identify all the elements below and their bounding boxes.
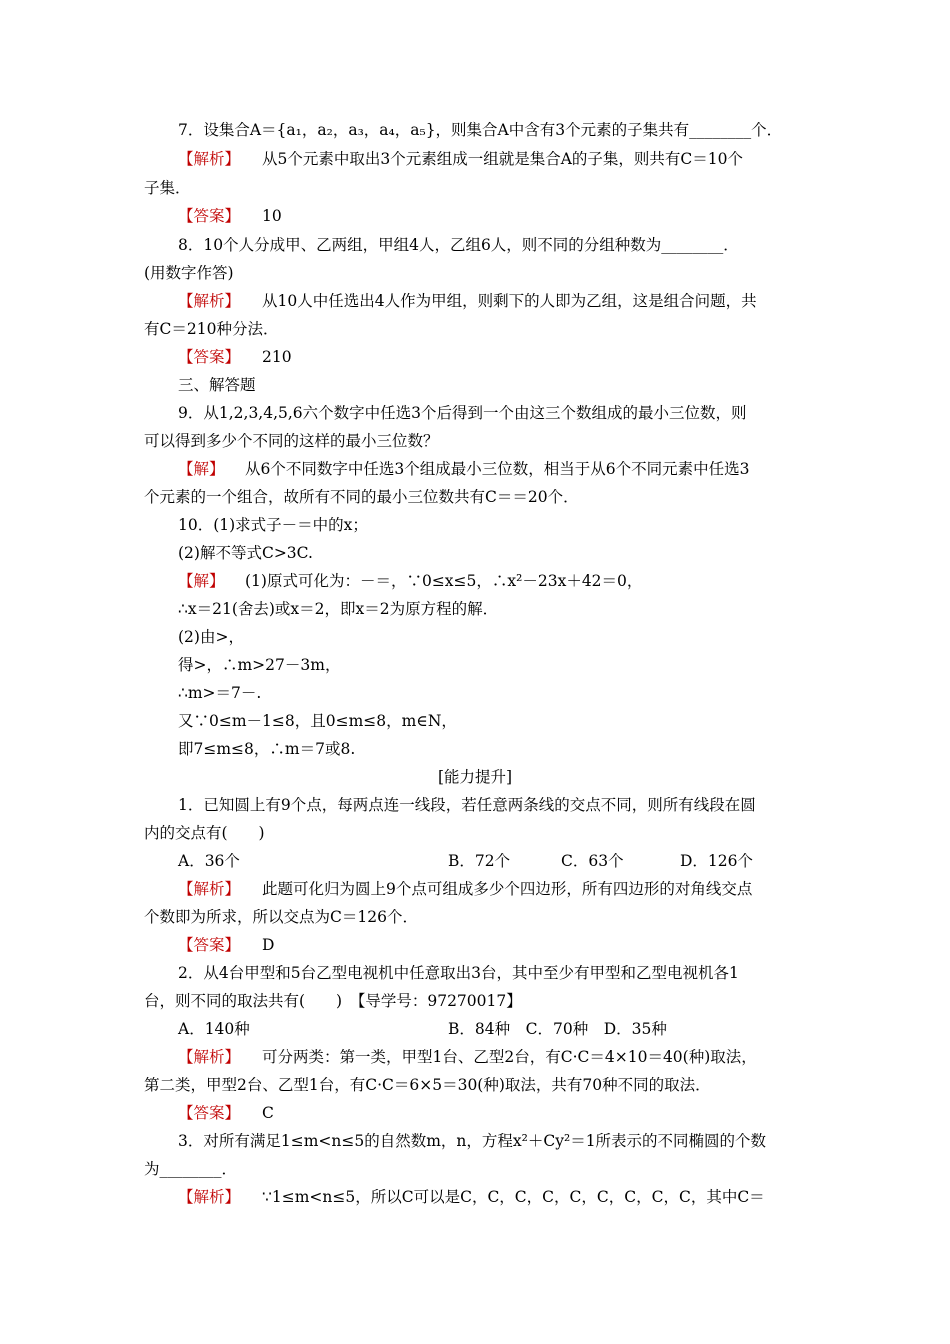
analysis-text: ∵1≤m<n≤5，所以C可以是C，C，C，C，C，C，C，C，C，其中C＝: [262, 1188, 765, 1206]
ability-question-2: 台，则不同的取法共有( ) 【导学号：97270017】: [144, 992, 522, 1010]
section-heading: [能力提升]: [437, 768, 513, 786]
analysis-text: 此题可化归为圆上9个点可组成多少个四边形，所有四边形的对角线交点: [262, 880, 753, 898]
solution-text: 即7≤m≤8，∴m＝7或8.: [178, 740, 356, 758]
analysis-text: 第二类，甲型2台、乙型1台，有C·C＝6×5＝30(种)取法，共有70种不同的取法．: [144, 1076, 711, 1094]
analysis-text: 从5个元素中取出3个元素组成一组就是集合A的子集，则共有C＝10个: [262, 150, 744, 168]
ability-question-1: 内的交点有( ): [144, 824, 265, 842]
ability-question-3: 为________．: [144, 1160, 238, 1178]
solution-text: ∴m>＝7－.: [178, 684, 262, 702]
question-7: 7．设集合A＝{a₁，a₂，a₃，a₄，a₅}，则集合A中含有3个元素的子集共有________个．: [178, 121, 783, 139]
options-bcd: B．84种 C．70种 D．35种: [448, 1020, 667, 1038]
question-8-note: (用数字作答): [144, 264, 234, 282]
option-d: D．126个: [680, 852, 754, 870]
answer-text: D: [262, 936, 275, 954]
analysis-tag: 【解析】: [178, 880, 241, 898]
option-b: B．72个: [448, 852, 511, 870]
section-heading: 三、解答题: [178, 376, 256, 394]
analysis-text: 子集．: [144, 179, 191, 197]
answer-text: 10: [262, 207, 282, 225]
analysis-text: 从10人中任选出4人作为甲组，则剩下的人即为乙组，这是组合问题，共: [262, 292, 757, 310]
solution-text: (2)由>，: [178, 628, 244, 646]
answer-tag: 【答案】: [178, 1104, 241, 1122]
question-10: (2)解不等式C>3C.: [178, 544, 313, 562]
analysis-tag: 【解析】: [178, 292, 241, 310]
answer-text: C: [262, 1104, 274, 1122]
solution-text: 从6个不同数字中任选3个组成最小三位数，相当于从6个不同元素中任选3: [245, 460, 750, 478]
option-c: C．63个: [561, 852, 624, 870]
analysis-text: 个数即为所求，所以交点为C＝126个．: [144, 908, 418, 926]
question-9: 9．从1,2,3,4,5,6六个数字中任选3个后得到一个由这三个数组成的最小三位数，则: [178, 404, 747, 422]
analysis-tag: 【解析】: [178, 1188, 241, 1206]
option-a: A．140种: [178, 1020, 250, 1038]
solution-text: 又∵0≤m－1≤8，且0≤m≤8，m∈N，: [178, 712, 457, 730]
ability-question-2: 2．从4台甲型和5台乙型电视机中任意取出3台，其中至少有甲型和乙型电视机各1: [178, 964, 739, 982]
analysis-tag: 【解析】: [178, 150, 241, 168]
answer-text: 210: [262, 348, 292, 366]
answer-tag: 【答案】: [178, 207, 241, 225]
ability-question-1: 1．已知圆上有9个点，每两点连一线段，若任意两条线的交点不同，则所有线段在圆: [178, 796, 756, 814]
answer-tag: 【答案】: [178, 348, 241, 366]
question-10: 10．(1)求式子－＝中的x；: [178, 516, 368, 534]
analysis-tag: 【解析】: [178, 1048, 241, 1066]
ability-question-3: 3．对所有满足1≤m<n≤5的自然数m，n，方程x²＋Cy²＝1所表示的不同椭圆的个数: [178, 1132, 767, 1150]
analysis-text: 可分两类：第一类，甲型1台、乙型2台，有C·C＝4×10＝40(种)取法，: [262, 1048, 757, 1066]
option-a: A．36个: [178, 852, 240, 870]
analysis-text: 有C＝210种分法．: [144, 320, 279, 338]
solution-tag: 【解】: [178, 460, 225, 478]
solution-text: ∴x＝21(舍去)或x＝2，即x＝2为原方程的解．: [178, 600, 499, 618]
solution-text: 个元素的一个组合，故所有不同的最小三位数共有C＝＝20个．: [144, 488, 579, 506]
answer-tag: 【答案】: [178, 936, 241, 954]
question-9: 可以得到多少个不同的这样的最小三位数？: [144, 432, 439, 450]
solution-tag: 【解】: [178, 572, 225, 590]
solution-text: 得>，∴m>27－3m，: [178, 656, 341, 674]
solution-text: (1)原式可化为：－＝，∵0≤x≤5，∴x²－23x＋42＝0，: [245, 572, 643, 590]
question-8: 8．10个人分成甲、乙两组，甲组4人，乙组6人，则不同的分组种数为________．: [178, 236, 739, 254]
